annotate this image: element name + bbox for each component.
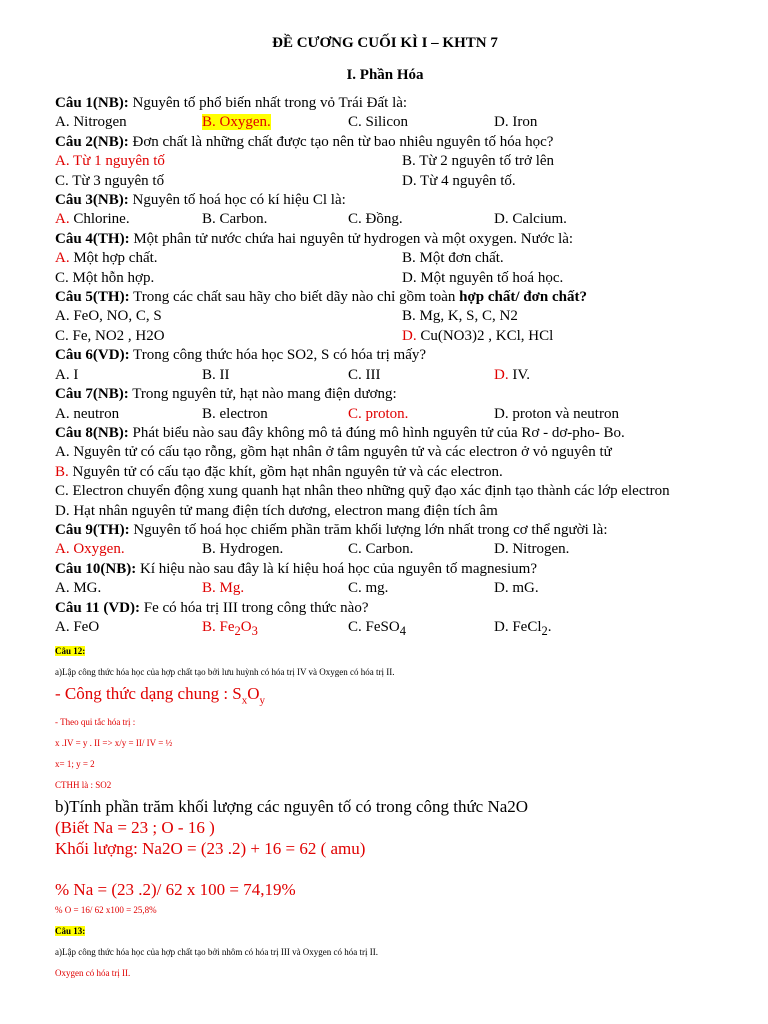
option-a: A. FeO: [55, 618, 100, 635]
correct-letter: D.: [402, 327, 417, 344]
question-label: Câu 10(NB):: [55, 560, 137, 577]
question-text: Nguyên tố hoá học có kí hiệu Cl là:: [128, 192, 346, 209]
spacer: [55, 859, 715, 879]
question-2: [55, 133, 715, 152]
question-text: Trong công thức hóa học SO2, S có hóa trị mấy?: [129, 347, 427, 364]
question-label: Câu 3(NB):: [55, 192, 129, 209]
question-text: Đơn chất là những chất được tạo nên từ bao nhiêu nguyên tố hóa học?: [128, 133, 554, 150]
options-row: [55, 579, 715, 598]
option-b: B. Một đơn chất.: [402, 250, 504, 267]
oxygen-valence-note: Oxygen có hóa trị II.: [55, 967, 131, 978]
option-b: B. electron: [202, 405, 268, 422]
option-text: Nguyên tử có cấu tạo đặc khít, gồm hạt nhân nguyên tử và các electron.: [68, 463, 503, 480]
option-a: A. MG.: [55, 580, 102, 597]
chemical-formula-result: CTHH là : SO2: [55, 779, 112, 790]
question-text: Kí hiệu nào sau đây là kí hiệu hoá học của nguyên tố magnesium?: [136, 560, 537, 577]
na-percent: % Na = (23 .2)/ 62 x 100 = 74,19%: [55, 879, 296, 899]
option-a: [55, 210, 202, 229]
o-percent: % O = 16/ 62 x100 = 25,8%: [55, 904, 157, 915]
option-b: B. Từ 2 nguyên tố trở lên: [402, 153, 555, 170]
question-label: Câu 12:: [55, 646, 86, 657]
options-row: [55, 618, 715, 641]
question-text: Một phân tử nước chứa hai nguyên tử hydrogen và một oxygen. Nước là:: [129, 230, 574, 247]
question-9: [55, 521, 715, 540]
formula-part: .: [547, 618, 552, 635]
question-label: Câu 8(NB):: [55, 424, 129, 441]
part-a-text: a)Lập công thức hóa học của hợp chất tạo bởi nhôm có hóa trị III và Oxygen có hóa trị II.: [55, 946, 379, 957]
formula-part: - Công thức dạng chung : S: [55, 684, 242, 704]
option-a: [55, 249, 402, 268]
option-b: B. Hydrogen.: [202, 541, 284, 558]
question-6: [55, 346, 715, 365]
formula-part: O: [247, 684, 260, 704]
option-a: A. Nitrogen: [55, 114, 127, 131]
option-c: C. Silicon: [348, 114, 409, 131]
option-b: B. II: [202, 366, 230, 383]
correct-letter: D.: [494, 366, 509, 383]
formula-part: C. FeSO: [348, 618, 400, 635]
options-row: [55, 210, 715, 229]
question-3: [55, 191, 715, 210]
option-d: [494, 618, 552, 641]
correct-letter: B.: [55, 463, 69, 480]
option-b: [202, 618, 348, 641]
option-b: B. Mg, K, S, C, N2: [402, 308, 518, 325]
option-d: D. Một nguyên tố hoá học.: [402, 269, 564, 286]
option-text: IV.: [508, 366, 530, 383]
option-a: A. Nguyên tử có cấu tạo rỗng, gồm hạt nhân ở tâm nguyên tử và các electron ở vỏ nguyên tử: [55, 444, 612, 461]
equation-2: x= 1; y = 2: [55, 758, 95, 769]
valence-rule: - Theo qui tắc hóa trị :: [55, 716, 136, 727]
formula-part: B. Fe: [202, 618, 235, 635]
option-text: Chlorine.: [69, 211, 130, 228]
option-d: D. Iron: [494, 114, 538, 131]
question-10: [55, 560, 715, 579]
question-emphasis: hợp chất/ đơn chất?: [459, 289, 587, 306]
option-a: A. FeO, NO, C, S: [55, 308, 162, 325]
question-12: [55, 641, 715, 662]
option-c: C. Carbon.: [348, 541, 414, 558]
document-page: [55, 32, 715, 984]
question-label: Câu 1(NB):: [55, 95, 129, 111]
option-c: C. mg.: [348, 580, 389, 597]
question-text: Nguyên tố hoá học chiếm phần trăm khối lượng lớn nhất trong cơ thể người là:: [129, 521, 608, 538]
options-row: [55, 327, 715, 346]
subscript: 4: [399, 623, 406, 638]
general-formula: [55, 683, 715, 711]
subscript: x: [241, 694, 248, 707]
equation-1: x .IV = y . II => x/y = II/ IV = ½: [55, 737, 173, 748]
option-b: B. Carbon.: [202, 211, 268, 228]
subscript: y: [259, 694, 266, 707]
given-values: (Biết Na = 23 ; O - 16 ): [55, 817, 215, 837]
option-c: C. Electron chuyển động xung quanh hạt nhân theo những quỹ đạo xác định tạo thành các lớp electron: [55, 483, 670, 500]
option-d: [494, 366, 530, 385]
part-a-text: a)Lập công thức hóa học của hợp chất tạo bởi lưu huỳnh có hóa trị IV và Oxygen có hóa trị II.: [55, 667, 395, 678]
question-label: Câu 5(TH):: [55, 289, 130, 306]
option-a: A. Từ 1 nguyên tố: [55, 153, 165, 170]
question-1: [55, 94, 715, 113]
option-c: C. proton.: [348, 405, 409, 422]
question-5: [55, 288, 715, 307]
option-d: D. Calcium.: [494, 211, 567, 228]
question-13: [55, 921, 715, 942]
option-b: [202, 113, 348, 132]
question-label: Câu 13:: [55, 925, 86, 936]
option-d: D. proton và neutron: [494, 405, 619, 422]
options-row: [55, 405, 715, 424]
option-d: D. Nitrogen.: [494, 541, 570, 558]
option-d: D. mG.: [494, 580, 539, 597]
question-label: Câu 2(NB):: [55, 133, 129, 150]
correct-letter: A.: [55, 211, 70, 228]
document-title: ĐỀ CƯƠNG CUỐI KÌ I – KHTN 7: [272, 35, 498, 51]
question-11: [55, 599, 715, 618]
question-text: Trong nguyên tử, hạt nào mang điện dương:: [128, 386, 397, 403]
question-8: [55, 424, 715, 443]
question-text: Fe có hóa trị III trong công thức nào?: [140, 599, 369, 616]
correct-answer: B. Oxygen.: [202, 114, 271, 131]
option-text: Một hợp chất.: [69, 250, 158, 267]
option-a: A. neutron: [55, 405, 120, 422]
question-label: Câu 7(NB):: [55, 386, 129, 403]
correct-letter: A.: [55, 250, 70, 267]
options-row: [55, 152, 715, 171]
options-row: [55, 540, 715, 559]
option-c: [348, 618, 494, 641]
option-c: C. Từ 3 nguyên tố: [55, 172, 165, 189]
question-7: [55, 385, 715, 404]
options-row: [55, 113, 715, 132]
formula-part: D. FeCl: [494, 618, 542, 635]
question-label: Câu 6(VD):: [55, 347, 130, 364]
option-d: D. Hạt nhân nguyên tử mang điện tích dương, electron mang điện tích âm: [55, 502, 498, 519]
part-b-text: b)Tính phần trăm khối lượng các nguyên tố có trong công thức Na2O: [55, 796, 529, 816]
formula-part: O: [240, 618, 252, 635]
subscript: 2: [234, 623, 241, 638]
section-heading: I. Phần Hóa: [346, 67, 424, 83]
options-row: [55, 307, 715, 326]
option-c: C. III: [348, 366, 381, 383]
option-d: D. Từ 4 nguyên tố.: [402, 172, 516, 189]
question-label: Câu 4(TH):: [55, 230, 130, 247]
option-c: C. Một hỗn hợp.: [55, 269, 155, 286]
options-row: [55, 172, 715, 191]
question-text: Nguyên tố phổ biến nhất trong vỏ Trái Đất là:: [128, 95, 408, 111]
question-text: Trong các chất sau hãy cho biết dãy nào chỉ gồm toàn: [129, 289, 460, 306]
option-text: Cu(NO3)2 , KCl, HCl: [416, 327, 554, 344]
molar-mass: Khối lượng: Na2O = (23 .2) + 16 = 62 ( amu): [55, 838, 366, 858]
question-text: Phát biểu nào sau đây không mô tả đúng mô hình nguyên tử của Rơ - dơ-pho- Bo.: [128, 424, 625, 441]
question-label: Câu 11 (VD):: [55, 599, 140, 616]
options-row: [55, 249, 715, 268]
option-b: B. Mg.: [202, 580, 245, 597]
question-label: Câu 9(TH):: [55, 521, 130, 538]
option-a: A. I: [55, 366, 79, 383]
options-row: [55, 366, 715, 385]
subscript: 3: [251, 623, 258, 638]
options-row: [55, 269, 715, 288]
option-d: [402, 327, 553, 346]
subscript: 2: [541, 623, 548, 638]
option-c: C. Đồng.: [348, 211, 403, 228]
option-a: A. Oxygen.: [55, 541, 125, 558]
question-4: [55, 230, 715, 249]
option-b: [55, 463, 715, 482]
option-c: C. Fe, NO2 , H2O: [55, 327, 165, 344]
